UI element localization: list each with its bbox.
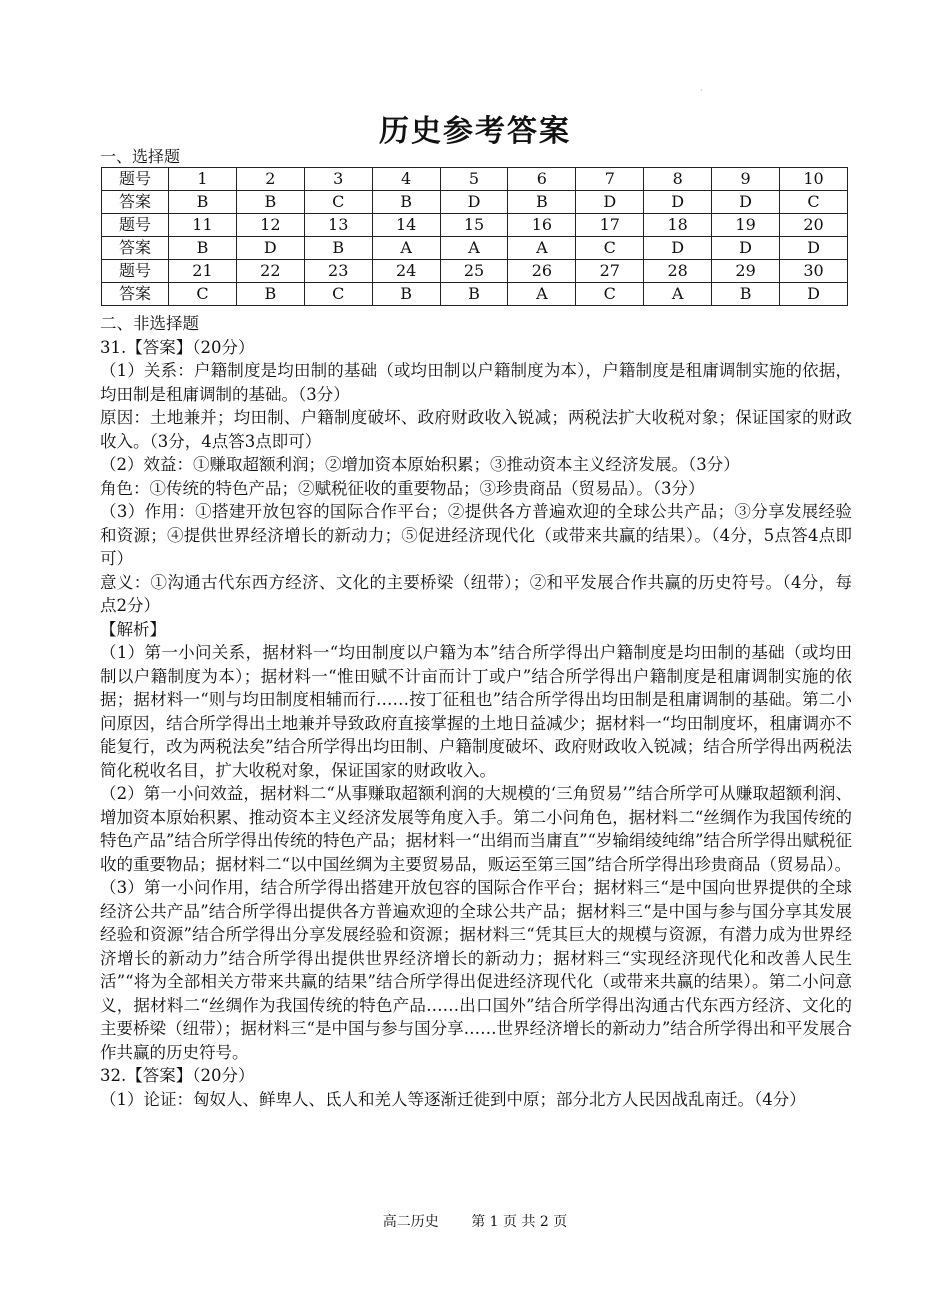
answer-body-text (100, 312, 852, 1111)
answer-cell: B (372, 283, 440, 306)
question-number-cell: 20 (780, 214, 848, 237)
row-label: 题号 (102, 214, 169, 237)
paragraph: （2）第一小问效益，据材料二“从事赚取超额利润的大规模的‘三角贸易’”结合所学可从赚取超额利润、增加资本原始积累、推动资本主义经济发展等角度入手。第二小问角色，据材料二“丝绸作为我国传统的特色产品”结合所学得出传统的特色产品；据材料一“出绢而当庸直”“岁输绢绫纯绵”结合所学得出赋税征收的重要物品；据材料二“以中国丝绸为主要贸易品，贩运至第三国”结合所学得出珍贵商品（贸易品）。 (100, 784, 852, 874)
paragraph: （1）论证：匈奴人、鲜卑人、氐人和羌人等逐渐迁徙到中原；部分北方人民因战乱南迁。（4分） (100, 1089, 806, 1109)
scan-speck: · (700, 86, 703, 95)
answer-cell: C (304, 191, 372, 214)
paragraph: 32.【答案】（20分） (100, 1066, 255, 1085)
paragraph: （2）效益：①赚取超额利润；②增加资本原始积累；③推动资本主义经济发展。（3分） (100, 455, 740, 474)
section-heading-non-choice: 二、非选择题 (100, 314, 199, 333)
question-number-cell: 21 (169, 260, 237, 283)
answer-cell: B (169, 191, 237, 214)
question-number-cell: 10 (780, 168, 848, 191)
question-number-cell: 29 (712, 260, 780, 283)
answer-cell: D (712, 237, 780, 260)
footer-subject: 高二历史 (382, 1214, 439, 1230)
paragraph: 原因：土地兼并；均田制、户籍制度破坏、政府财政收入锐减；两税法扩大收税对象；保证国家的财政收入。（3分，4点答3点即可） (100, 408, 852, 451)
question-number-cell: 15 (440, 214, 508, 237)
answer-cell: D (644, 237, 712, 260)
answer-cell: C (576, 237, 644, 260)
answer-cell: A (508, 237, 576, 260)
question-number-cell: 23 (304, 260, 372, 283)
row-label: 题号 (102, 260, 169, 283)
answer-cell: A (644, 283, 712, 306)
table-row-numbers (102, 168, 848, 191)
answer-cell: A (508, 283, 576, 306)
question-number-cell: 19 (712, 214, 780, 237)
answer-cell: B (508, 191, 576, 214)
question-number-cell: 5 (440, 168, 508, 191)
answer-cell: B (440, 283, 508, 306)
row-label: 答案 (102, 283, 169, 306)
answer-cell: B (169, 237, 237, 260)
paragraph: （3）作用：①搭建开放包容的国际合作平台；②提供各方普遍欢迎的全球公共产品；③分享发展经验和资源；④提供世界经济增长的新动力；⑤促进经济现代化（或带来共赢的结果）。（4分，5点答4点即可） (100, 502, 852, 568)
question-number-cell: 9 (712, 168, 780, 191)
question-number-cell: 24 (372, 260, 440, 283)
answer-cell: B (236, 191, 304, 214)
question-number-cell: 22 (236, 260, 304, 283)
answer-table (101, 167, 848, 306)
answer-cell: D (644, 191, 712, 214)
answer-cell: C (169, 283, 237, 306)
question-number-cell: 8 (644, 168, 712, 191)
table-row-answers (102, 237, 848, 260)
question-number-cell: 7 (576, 168, 644, 191)
page-title: 历史参考答案 (379, 114, 571, 149)
answer-cell: B (236, 283, 304, 306)
question-number-cell: 2 (236, 168, 304, 191)
answer-cell: D (236, 237, 304, 260)
paragraph: 意义：①沟通古代东西方经济、文化的主要桥梁（纽带）；②和平发展合作共赢的历史符号。（4分，每点2分） (100, 572, 852, 615)
answer-cell: D (576, 191, 644, 214)
table-row-answers (102, 191, 848, 214)
footer-page-info: 第 1 页 共 2 页 (471, 1214, 568, 1230)
answer-cell: B (304, 237, 372, 260)
question-number-cell: 6 (508, 168, 576, 191)
table-row-numbers (102, 214, 848, 237)
answer-cell: C (304, 283, 372, 306)
answer-cell: C (576, 283, 644, 306)
paragraph: 角色：①传统的特色产品；②赋税征收的重要物品；③珍贵商品（贸易品）。（3分） (100, 478, 705, 498)
answer-cell: D (780, 283, 848, 306)
paragraph: 31.【答案】（20分） (100, 337, 255, 357)
table-row-answers (102, 283, 848, 306)
paragraph: 【解析】 (100, 619, 166, 639)
question-number-cell: 27 (576, 260, 644, 283)
question-number-cell: 28 (644, 260, 712, 283)
question-number-cell: 13 (304, 214, 372, 237)
question-number-cell: 17 (576, 214, 644, 237)
question-number-cell: 25 (440, 260, 508, 283)
row-label: 答案 (102, 237, 169, 260)
question-number-cell: 4 (372, 168, 440, 191)
question-number-cell: 11 (169, 214, 237, 237)
answer-cell: C (780, 191, 848, 214)
page-footer (0, 1211, 950, 1231)
answer-cell: A (440, 237, 508, 260)
question-number-cell: 30 (780, 260, 848, 283)
section-heading-multiple-choice: 一、选择题 (100, 147, 181, 166)
question-number-cell: 1 (169, 168, 237, 191)
paragraph: （1）关系：户籍制度是均田制的基础（或均田制以户籍制度为本），户籍制度是租庸调制实施的依据，均田制是租庸调制的基础。（3分） (100, 361, 852, 404)
question-number-cell: 14 (372, 214, 440, 237)
answer-cell: D (440, 191, 508, 214)
row-label: 题号 (102, 168, 169, 191)
answer-cell: D (780, 237, 848, 260)
answer-cell: B (372, 191, 440, 214)
table-row-numbers (102, 260, 848, 283)
answer-cell: D (712, 191, 780, 214)
answer-cell: B (712, 283, 780, 306)
question-number-cell: 26 (508, 260, 576, 283)
answer-cell: A (372, 237, 440, 260)
question-number-cell: 16 (508, 214, 576, 237)
paragraph: （3）第一小问作用，结合所学得出搭建开放包容的国际合作平台；据材料三“是中国向世界提供的全球经济公共产品”结合所学得出提供各方普遍欢迎的全球公共产品；据材料三“是中国与参与国分享其发展经验和资源”结合所学得出分享发展经验和资源；据材料三“凭其巨大的规模与资源，有潜力成为世界经济增长的新动力”结合所学得出提供世界经济增长的新动力；据材料三“实现经济现代化和改善人民生活”“将为全部相关方带来共赢的结果”结合所学得出促进经济现代化（或带来共赢的结果）。第二小问意义，据材料二“丝绸作为我国传统的特色产品……出口国外”结合所学得出沟通古代东西方经济、文化的主要桥梁（纽带）；据材料三“是中国与参与国分享……世界经济增长的新动力”结合所学得出和平发展合作共赢的历史符号。 (100, 878, 852, 1062)
question-number-cell: 12 (236, 214, 304, 237)
question-number-cell: 3 (304, 168, 372, 191)
paragraph: （1）第一小问关系，据材料一“均田制度以户籍为本”结合所学得出户籍制度是均田制的基础（或均田制以户籍制度为本）；据材料一“惟田赋不计亩而计丁或户”结合所学得出户籍制度是租庸调制实施的依据；据材料一“则与均田制度相辅而行……按丁征租也”结合所学得出均田制是租庸调制的基础。第二小问原因，结合所学得出土地兼并导致政府直接掌握的土地日益减少；据材料一“均田制度坏，租庸调亦不能复行，改为两税法矣”结合所学得出均田制、户籍制度破坏、政府财政收入锐减；结合所学得出两税法简化税收名目，扩大收税对象，保证国家的财政收入。 (100, 643, 852, 780)
row-label: 答案 (102, 191, 169, 214)
question-number-cell: 18 (644, 214, 712, 237)
